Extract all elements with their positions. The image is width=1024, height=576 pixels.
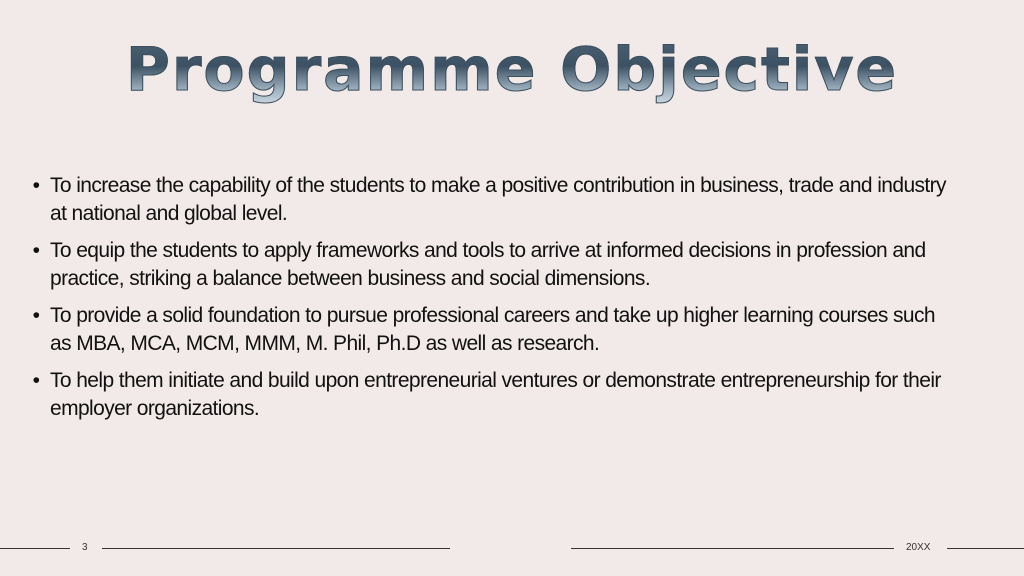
list-item (30, 367, 960, 423)
bullet-text: To equip the students to apply frameworks and tools to arrive at informed decisions in profession and practice, striking a balance between business and social dimensions. (50, 239, 926, 290)
list-item (30, 172, 960, 228)
bullet-text: To increase the capability of the students to make a positive contribution in business, trade and industry at national and global level. (50, 174, 946, 225)
footer-divider-center-right (571, 548, 894, 549)
list-item (30, 302, 960, 358)
bullet-icon: • (32, 239, 40, 262)
bullet-icon: • (32, 174, 40, 197)
page-number: 3 (82, 542, 88, 553)
footer-divider-center-left (102, 548, 450, 549)
footer-date: 20XX (906, 542, 931, 553)
footer-divider-left (0, 548, 70, 549)
objective-list (30, 172, 960, 432)
bullet-text: To provide a solid foundation to pursue professional careers and take up higher learning courses such as MBA, MCA, MCM, MMM, M. Phil, Ph.D as well as research. (50, 304, 935, 355)
bullet-icon: • (32, 369, 40, 392)
bullet-text: To help them initiate and build upon entrepreneurial ventures or demonstrate entrepreneurship for their employer organizations. (50, 369, 941, 420)
slide-title: Programme Objective (0, 30, 1024, 110)
bullet-icon: • (32, 304, 40, 327)
list-item (30, 237, 960, 293)
footer-divider-right (947, 548, 1024, 549)
